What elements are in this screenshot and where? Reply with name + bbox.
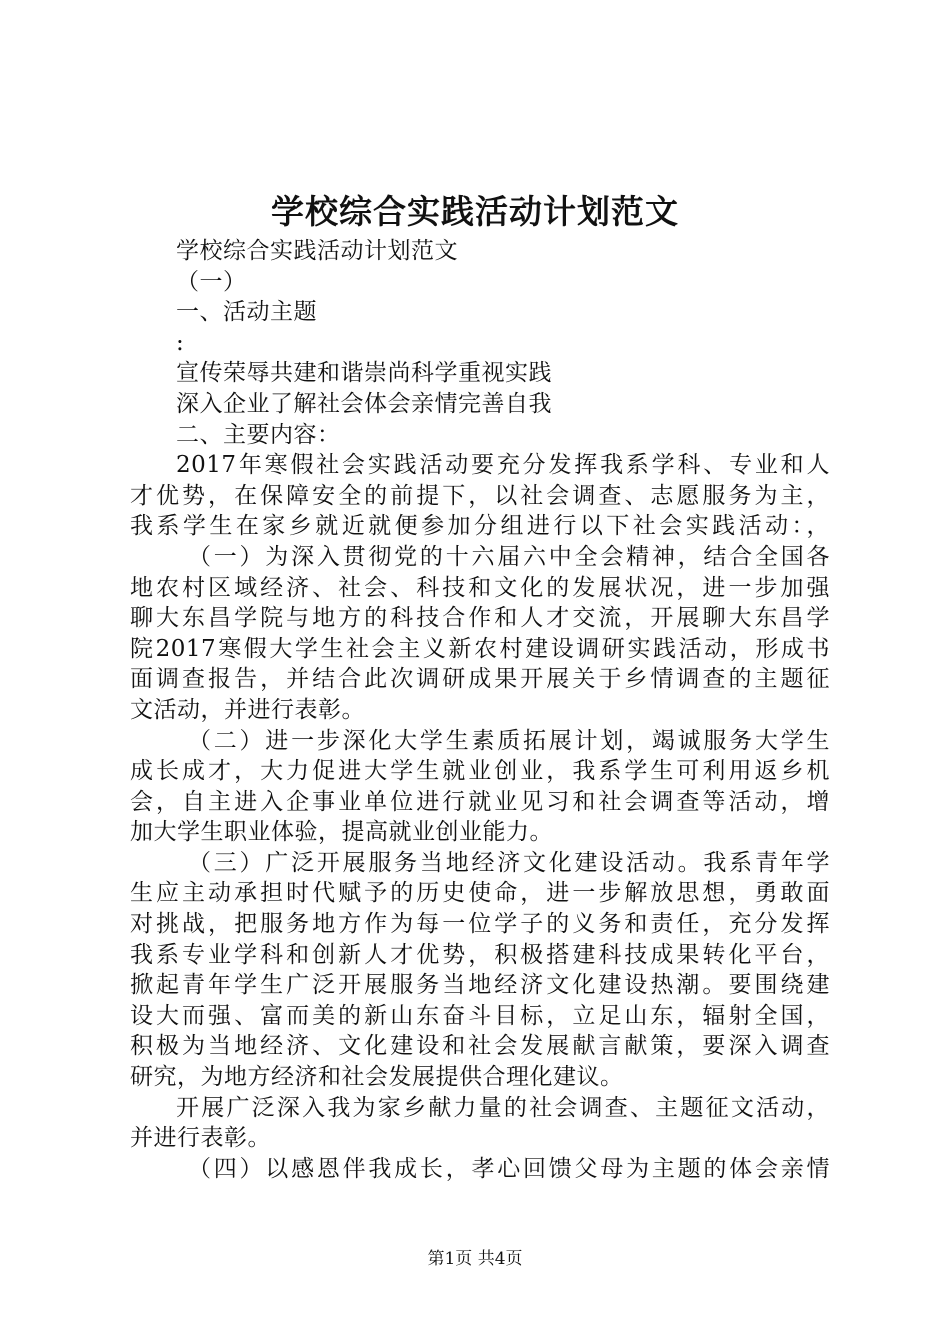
body-line: 文活动，并进行表彰。 [130, 696, 365, 723]
body-line: 开展广泛深入我为家乡献力量的社会调查、主题征文活动， [176, 1094, 830, 1121]
body-line: 掀起青年学生广泛开展服务当地经济文化建设热潮。要围绕建 [130, 972, 830, 999]
body-line: 会，自主进入企事业单位进行就业见习和社会调查等活动，增 [130, 788, 830, 815]
document-body [130, 236, 830, 1184]
body-line: 深入企业了解社会体会亲情完善自我 [176, 390, 552, 417]
body-line: （四）以感恩伴我成长，孝心回馈父母为主题的体会亲情 [188, 1155, 830, 1182]
body-line: 才优势，在保障安全的前提下，以社会调查、志愿服务为主， [130, 482, 830, 509]
body-line: 二、主要内容： [176, 421, 341, 448]
body-line: 聊大东昌学院与地方的科技合作和人才交流，开展聊大东昌学 [130, 605, 830, 632]
body-line: : [176, 329, 185, 356]
body-line: （一）为深入贯彻党的十六届六中全会精神，结合全国各 [188, 543, 830, 570]
body-line: （一） [176, 268, 247, 295]
body-line: 院2017寒假大学生社会主义新农村建设调研实践活动，形成书 [130, 635, 830, 662]
body-line: 宣传荣辱共建和谐崇尚科学重视实践 [176, 360, 552, 387]
body-line: 对挑战，把服务地方作为每一位学子的义务和责任，充分发挥 [130, 911, 830, 938]
body-line: 成长成才，大力促进大学生就业创业，我系学生可利用返乡机 [130, 758, 830, 785]
body-line: 加大学生职业体验，提高就业创业能力。 [130, 819, 553, 846]
page-footer: 第1页 共4页 [427, 1249, 523, 1269]
body-line: 2017年寒假社会实践活动要充分发挥我系学科、专业和人 [176, 452, 830, 479]
body-line: 面调查报告，并结合此次调研成果开展关于乡情调查的主题征 [130, 666, 830, 693]
body-line: 地农村区域经济、社会、科技和文化的发展状况，进一步加强 [130, 574, 830, 601]
body-line: 生应主动承担时代赋予的历史使命，进一步解放思想，勇敢面 [130, 880, 830, 907]
body-line: 我系学生在家乡就近就便参加分组进行以下社会实践活动：， [130, 513, 830, 540]
body-line: 我系专业学科和创新人才优势，积极搭建科技成果转化平台， [130, 941, 830, 968]
body-line: 并进行表彰。 [130, 1125, 271, 1152]
body-line: 研究，为地方经济和社会发展提供合理化建议。 [130, 1064, 624, 1091]
body-line: （二）进一步深化大学生素质拓展计划，竭诚服务大学生 [188, 727, 830, 754]
body-line: （三）广泛开展服务当地经济文化建设活动。我系青年学 [188, 849, 830, 876]
body-line: 一、活动主题 [176, 299, 317, 326]
body-line: 设大而强、富而美的新山东奋斗目标，立足山东，辐射全国， [130, 1002, 830, 1029]
body-line: 积极为当地经济、文化建设和社会发展献言献策，要深入调查 [130, 1033, 830, 1060]
body-line: 学校综合实践活动计划范文 [176, 238, 458, 264]
document-title: 学校综合实践活动计划范文 [271, 192, 679, 231]
